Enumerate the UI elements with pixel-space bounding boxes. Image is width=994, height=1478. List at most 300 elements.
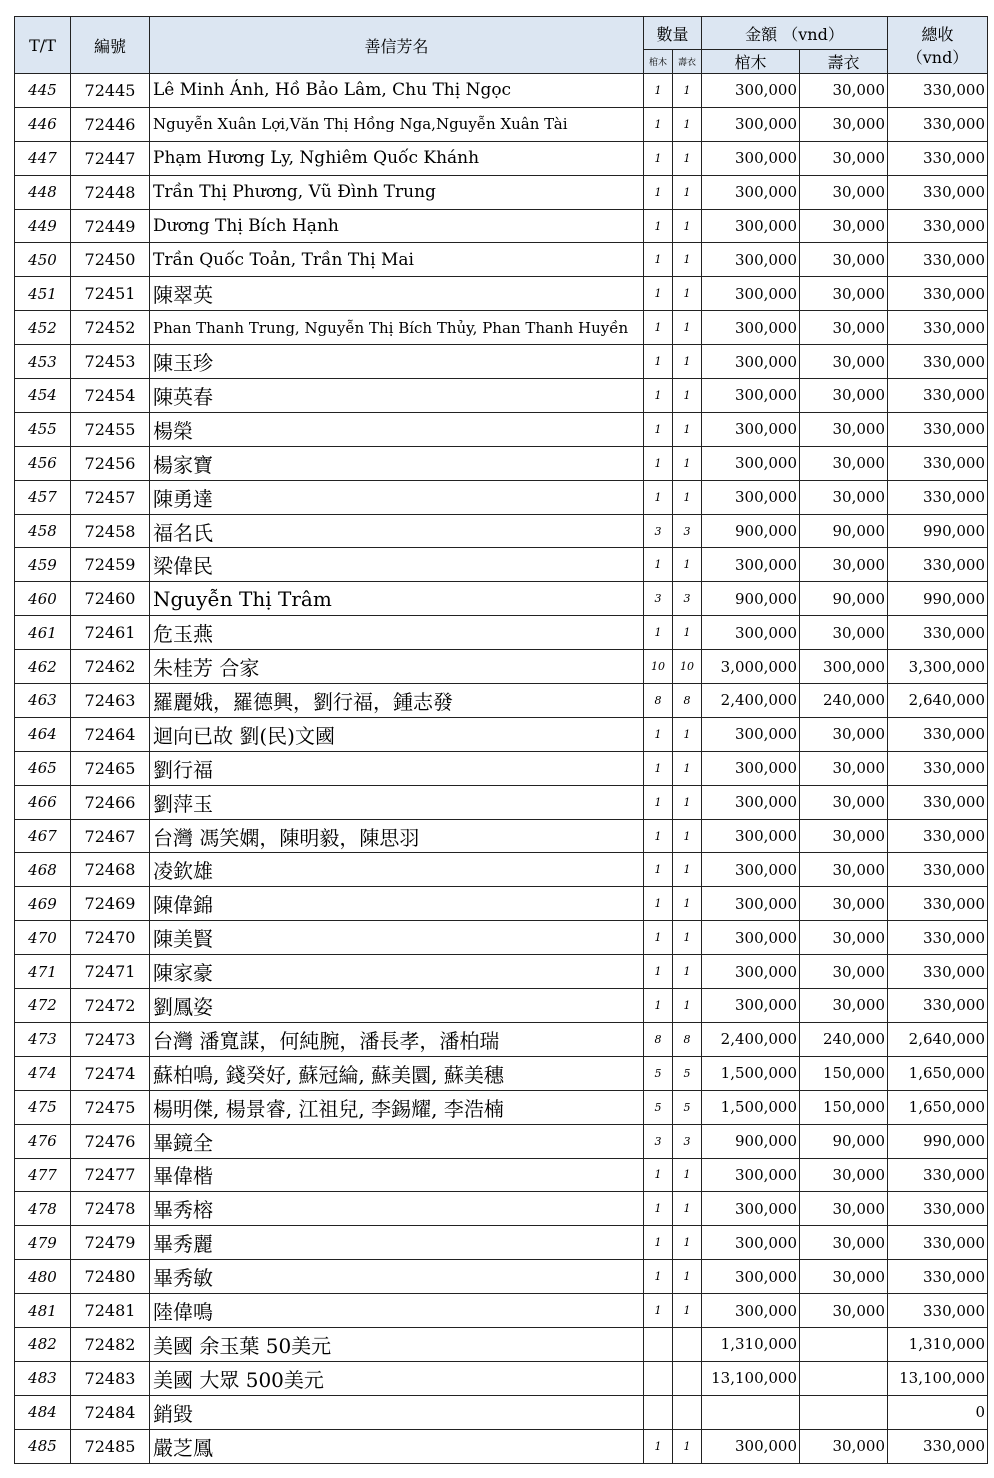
quantity-coffin: 1: [644, 1429, 673, 1463]
amount-total: 330,000: [888, 141, 988, 175]
table-row: [15, 141, 988, 175]
amount-total: 0: [888, 1395, 988, 1429]
row-number: 472: [15, 989, 71, 1023]
quantity-shroud: [673, 1395, 702, 1429]
table-row: [15, 209, 988, 243]
amount-shroud: 90,000: [800, 582, 888, 616]
amount-shroud: 30,000: [800, 548, 888, 582]
donor-name: 畢秀榕: [150, 1192, 644, 1226]
amount-shroud: 30,000: [800, 74, 888, 108]
row-number: 448: [15, 175, 71, 209]
quantity-shroud: 8: [673, 1022, 702, 1056]
quantity-shroud: 1: [673, 1294, 702, 1328]
donation-id: 72470: [71, 921, 150, 955]
row-number: 454: [15, 379, 71, 413]
amount-total: 2,640,000: [888, 1022, 988, 1056]
amount-coffin: 300,000: [702, 243, 800, 277]
amount-coffin: 300,000: [702, 717, 800, 751]
amount-coffin: 900,000: [702, 1124, 800, 1158]
table-row: [15, 819, 988, 853]
quantity-coffin: 1: [644, 853, 673, 887]
amount-total: 330,000: [888, 243, 988, 277]
row-number: 449: [15, 209, 71, 243]
table-row: [15, 1090, 988, 1124]
amount-coffin: 300,000: [702, 955, 800, 989]
row-number: 466: [15, 785, 71, 819]
donor-name: 陳家豪: [150, 955, 644, 989]
amount-coffin: 300,000: [702, 989, 800, 1023]
donation-id: 72477: [71, 1158, 150, 1192]
amount-coffin: 300,000: [702, 616, 800, 650]
quantity-coffin: 1: [644, 379, 673, 413]
table-row: [15, 921, 988, 955]
donation-id: 72468: [71, 853, 150, 887]
quantity-coffin: 3: [644, 1124, 673, 1158]
donation-id: 72464: [71, 717, 150, 751]
amount-shroud: 30,000: [800, 209, 888, 243]
row-number: 468: [15, 853, 71, 887]
amount-coffin: 900,000: [702, 514, 800, 548]
amount-total: 3,300,000: [888, 650, 988, 684]
amount-shroud: 240,000: [800, 684, 888, 718]
quantity-coffin: 1: [644, 989, 673, 1023]
quantity-shroud: 1: [673, 1192, 702, 1226]
table-row: [15, 1429, 988, 1463]
row-number: 453: [15, 345, 71, 379]
donor-name: 台灣 潘寬謀，何純腕，潘長孝，潘柏瑞: [150, 1022, 644, 1056]
quantity-coffin: [644, 1361, 673, 1395]
amount-shroud: 30,000: [800, 1226, 888, 1260]
row-number: 473: [15, 1022, 71, 1056]
donor-name: Dương Thị Bích Hạnh: [150, 209, 644, 243]
donor-name: 銷毀: [150, 1395, 644, 1429]
donation-id: 72479: [71, 1226, 150, 1260]
donor-name: 朱桂芳 合家: [150, 650, 644, 684]
header-amount-coffin: 棺木: [702, 50, 800, 74]
amount-shroud: 30,000: [800, 107, 888, 141]
amount-shroud: 30,000: [800, 1192, 888, 1226]
quantity-coffin: 1: [644, 74, 673, 108]
quantity-shroud: 1: [673, 277, 702, 311]
table-row: [15, 1327, 988, 1361]
donor-name: 陳翠英: [150, 277, 644, 311]
quantity-coffin: 1: [644, 955, 673, 989]
amount-shroud: 30,000: [800, 1158, 888, 1192]
quantity-coffin: 1: [644, 1158, 673, 1192]
amount-shroud: 30,000: [800, 345, 888, 379]
quantity-shroud: 1: [673, 548, 702, 582]
quantity-coffin: 8: [644, 684, 673, 718]
table-row: [15, 955, 988, 989]
donation-id: 72454: [71, 379, 150, 413]
quantity-coffin: 1: [644, 548, 673, 582]
amount-coffin: 1,500,000: [702, 1090, 800, 1124]
amount-coffin: 300,000: [702, 175, 800, 209]
amount-total: 330,000: [888, 751, 988, 785]
donor-name: 美國 大眾 500美元: [150, 1361, 644, 1395]
amount-total: 330,000: [888, 209, 988, 243]
quantity-coffin: 1: [644, 751, 673, 785]
quantity-shroud: 1: [673, 74, 702, 108]
quantity-coffin: 1: [644, 412, 673, 446]
amount-total: 330,000: [888, 1260, 988, 1294]
donation-id: 72448: [71, 175, 150, 209]
row-number: 483: [15, 1361, 71, 1395]
row-number: 462: [15, 650, 71, 684]
header-quantity: 數量: [644, 17, 702, 50]
table-row: [15, 717, 988, 751]
donation-id: 72483: [71, 1361, 150, 1395]
header-total-unit: （vnd）: [906, 48, 969, 67]
table-row: [15, 277, 988, 311]
amount-shroud: 30,000: [800, 921, 888, 955]
amount-coffin: 300,000: [702, 1429, 800, 1463]
row-number: 484: [15, 1395, 71, 1429]
quantity-coffin: 5: [644, 1090, 673, 1124]
quantity-shroud: 1: [673, 345, 702, 379]
quantity-coffin: 3: [644, 582, 673, 616]
amount-shroud: 30,000: [800, 311, 888, 345]
donation-id: 72462: [71, 650, 150, 684]
donor-name: 楊家寶: [150, 446, 644, 480]
amount-shroud: 30,000: [800, 1429, 888, 1463]
donation-id: 72445: [71, 74, 150, 108]
donor-name: 羅麗娥，羅德興，劉行福，鍾志發: [150, 684, 644, 718]
amount-coffin: 300,000: [702, 311, 800, 345]
header-name: 善信芳名: [150, 17, 644, 74]
donation-id: 72481: [71, 1294, 150, 1328]
row-number: 445: [15, 74, 71, 108]
amount-coffin: 300,000: [702, 107, 800, 141]
quantity-coffin: 1: [644, 1260, 673, 1294]
donor-name: 陳勇達: [150, 480, 644, 514]
amount-shroud: 30,000: [800, 1294, 888, 1328]
amount-total: 1,650,000: [888, 1056, 988, 1090]
amount-shroud: 30,000: [800, 955, 888, 989]
amount-total: 330,000: [888, 548, 988, 582]
amount-shroud: 30,000: [800, 480, 888, 514]
amount-shroud: 30,000: [800, 1260, 888, 1294]
amount-total: 990,000: [888, 514, 988, 548]
quantity-shroud: 3: [673, 1124, 702, 1158]
table-row: [15, 582, 988, 616]
amount-shroud: 30,000: [800, 277, 888, 311]
table-row: [15, 887, 988, 921]
quantity-coffin: 1: [644, 175, 673, 209]
amount-coffin: 300,000: [702, 446, 800, 480]
quantity-coffin: 1: [644, 785, 673, 819]
amount-shroud: 30,000: [800, 989, 888, 1023]
donor-name: 劉萍玉: [150, 785, 644, 819]
donor-name: Phạm Hương Ly, Nghiêm Quốc Khánh: [150, 141, 644, 175]
header-amount-shroud: 壽衣: [800, 50, 888, 74]
row-number: 465: [15, 751, 71, 785]
amount-shroud: [800, 1395, 888, 1429]
amount-coffin: 300,000: [702, 785, 800, 819]
amount-shroud: 90,000: [800, 514, 888, 548]
amount-total: 13,100,000: [888, 1361, 988, 1395]
donation-id: 72465: [71, 751, 150, 785]
table-row: [15, 650, 988, 684]
donation-id: 72457: [71, 480, 150, 514]
row-number: 461: [15, 616, 71, 650]
amount-coffin: 13,100,000: [702, 1361, 800, 1395]
donor-name: 楊明傑, 楊景睿, 江祖兒, 李錫耀, 李浩楠: [150, 1090, 644, 1124]
table-row: [15, 751, 988, 785]
quantity-shroud: 1: [673, 107, 702, 141]
quantity-coffin: 8: [644, 1022, 673, 1056]
amount-shroud: 30,000: [800, 887, 888, 921]
quantity-coffin: 1: [644, 717, 673, 751]
donor-name: Trần Thị Phương, Vũ Đình Trung: [150, 175, 644, 209]
table-row: [15, 446, 988, 480]
amount-coffin: 1,500,000: [702, 1056, 800, 1090]
quantity-shroud: 1: [673, 1429, 702, 1463]
table-row: [15, 1294, 988, 1328]
donation-id: 72450: [71, 243, 150, 277]
amount-shroud: 300,000: [800, 650, 888, 684]
quantity-shroud: 1: [673, 887, 702, 921]
quantity-coffin: 1: [644, 1294, 673, 1328]
donor-name: 台灣 馮笑嫻，陳明毅，陳思羽: [150, 819, 644, 853]
row-number: 474: [15, 1056, 71, 1090]
quantity-coffin: 1: [644, 277, 673, 311]
donation-id: 72446: [71, 107, 150, 141]
table-row: [15, 379, 988, 413]
quantity-shroud: 1: [673, 480, 702, 514]
quantity-shroud: 1: [673, 1260, 702, 1294]
amount-total: 330,000: [888, 345, 988, 379]
row-number: 476: [15, 1124, 71, 1158]
donation-id: 72466: [71, 785, 150, 819]
amount-coffin: 300,000: [702, 1260, 800, 1294]
table-row: [15, 548, 988, 582]
donation-id: 72463: [71, 684, 150, 718]
amount-coffin: 3,000,000: [702, 650, 800, 684]
quantity-coffin: 1: [644, 141, 673, 175]
donor-name: Lê Minh Ánh, Hồ Bảo Lâm, Chu Thị Ngọc: [150, 74, 644, 108]
quantity-coffin: 1: [644, 819, 673, 853]
quantity-shroud: 1: [673, 751, 702, 785]
quantity-coffin: 1: [644, 887, 673, 921]
donation-id: 72453: [71, 345, 150, 379]
donor-name: 劉鳳姿: [150, 989, 644, 1023]
table-row: [15, 853, 988, 887]
table-row: [15, 1192, 988, 1226]
table-row: [15, 1022, 988, 1056]
quantity-shroud: 1: [673, 853, 702, 887]
table-row: [15, 175, 988, 209]
quantity-shroud: 1: [673, 1226, 702, 1260]
quantity-coffin: 1: [644, 446, 673, 480]
amount-coffin: [702, 1395, 800, 1429]
donation-id: 72451: [71, 277, 150, 311]
quantity-shroud: 8: [673, 684, 702, 718]
quantity-coffin: 1: [644, 1226, 673, 1260]
quantity-shroud: 1: [673, 243, 702, 277]
donor-name: 福名氏: [150, 514, 644, 548]
quantity-shroud: [673, 1327, 702, 1361]
donor-name: 陳英春: [150, 379, 644, 413]
amount-shroud: 30,000: [800, 446, 888, 480]
amount-total: 330,000: [888, 412, 988, 446]
donation-id: 72461: [71, 616, 150, 650]
amount-coffin: 300,000: [702, 887, 800, 921]
amount-shroud: 150,000: [800, 1090, 888, 1124]
amount-shroud: [800, 1361, 888, 1395]
donor-name: 嚴芝鳳: [150, 1429, 644, 1463]
amount-total: 330,000: [888, 175, 988, 209]
amount-coffin: 300,000: [702, 819, 800, 853]
row-number: 475: [15, 1090, 71, 1124]
amount-shroud: 30,000: [800, 141, 888, 175]
amount-coffin: 300,000: [702, 1158, 800, 1192]
amount-shroud: 30,000: [800, 717, 888, 751]
row-number: 469: [15, 887, 71, 921]
amount-shroud: 30,000: [800, 785, 888, 819]
donation-id: 72469: [71, 887, 150, 921]
amount-shroud: 30,000: [800, 853, 888, 887]
donor-name: 危玉燕: [150, 616, 644, 650]
donation-id: 72460: [71, 582, 150, 616]
quantity-coffin: 5: [644, 1056, 673, 1090]
header-qty-shroud: 壽衣: [673, 50, 702, 74]
quantity-shroud: 1: [673, 412, 702, 446]
donor-name: 畢偉楷: [150, 1158, 644, 1192]
amount-coffin: 300,000: [702, 751, 800, 785]
amount-coffin: 300,000: [702, 548, 800, 582]
amount-total: 330,000: [888, 955, 988, 989]
amount-shroud: 30,000: [800, 616, 888, 650]
quantity-shroud: 10: [673, 650, 702, 684]
quantity-coffin: 1: [644, 107, 673, 141]
donation-id: 72473: [71, 1022, 150, 1056]
amount-coffin: 300,000: [702, 141, 800, 175]
quantity-shroud: 5: [673, 1056, 702, 1090]
header-id: 編號: [71, 17, 150, 74]
amount-shroud: [800, 1327, 888, 1361]
quantity-coffin: 1: [644, 311, 673, 345]
amount-coffin: 300,000: [702, 209, 800, 243]
donor-name: 凌欽雄: [150, 853, 644, 887]
quantity-coffin: 1: [644, 480, 673, 514]
donor-name: 美國 余玉葉 50美元: [150, 1327, 644, 1361]
row-number: 457: [15, 480, 71, 514]
quantity-shroud: 1: [673, 785, 702, 819]
donation-id: 72458: [71, 514, 150, 548]
donation-id: 72485: [71, 1429, 150, 1463]
table-row: [15, 1395, 988, 1429]
donation-id: 72475: [71, 1090, 150, 1124]
donor-name: Phan Thanh Trung, Nguyễn Thị Bích Thủy, Phan Thanh Huyền: [150, 311, 644, 345]
donor-name: 陳偉錦: [150, 887, 644, 921]
table-row: [15, 412, 988, 446]
donation-id: 72471: [71, 955, 150, 989]
header-tt: T/T: [15, 17, 71, 74]
amount-coffin: 1,310,000: [702, 1327, 800, 1361]
amount-shroud: 30,000: [800, 175, 888, 209]
table-row: [15, 1056, 988, 1090]
amount-total: 330,000: [888, 819, 988, 853]
amount-coffin: 300,000: [702, 379, 800, 413]
quantity-coffin: 1: [644, 1192, 673, 1226]
donor-name: Trần Quốc Toản, Trần Thị Mai: [150, 243, 644, 277]
quantity-coffin: [644, 1327, 673, 1361]
row-number: 452: [15, 311, 71, 345]
amount-coffin: 300,000: [702, 412, 800, 446]
row-number: 463: [15, 684, 71, 718]
donation-id: 72449: [71, 209, 150, 243]
quantity-shroud: 1: [673, 311, 702, 345]
amount-total: 330,000: [888, 989, 988, 1023]
amount-shroud: 150,000: [800, 1056, 888, 1090]
row-number: 455: [15, 412, 71, 446]
quantity-shroud: [673, 1361, 702, 1395]
donor-name: 陳美賢: [150, 921, 644, 955]
amount-shroud: 30,000: [800, 819, 888, 853]
table-row: [15, 989, 988, 1023]
amount-total: 330,000: [888, 1158, 988, 1192]
row-number: 460: [15, 582, 71, 616]
amount-shroud: 90,000: [800, 1124, 888, 1158]
amount-coffin: 2,400,000: [702, 1022, 800, 1056]
amount-coffin: 300,000: [702, 853, 800, 887]
donor-name: 畢秀敏: [150, 1260, 644, 1294]
table-row: [15, 107, 988, 141]
donation-id: 72455: [71, 412, 150, 446]
quantity-coffin: 3: [644, 514, 673, 548]
amount-total: 1,650,000: [888, 1090, 988, 1124]
amount-total: 1,310,000: [888, 1327, 988, 1361]
donor-name: Nguyễn Thị Trâm: [150, 582, 644, 616]
quantity-shroud: 5: [673, 1090, 702, 1124]
quantity-coffin: 1: [644, 616, 673, 650]
quantity-shroud: 1: [673, 1158, 702, 1192]
amount-coffin: 900,000: [702, 582, 800, 616]
amount-total: 330,000: [888, 717, 988, 751]
donor-name: 蘇柏鳴, 錢癸好, 蘇冠綸, 蘇美圜, 蘇美穗: [150, 1056, 644, 1090]
row-number: 451: [15, 277, 71, 311]
amount-total: 330,000: [888, 311, 988, 345]
amount-total: 330,000: [888, 1192, 988, 1226]
amount-coffin: 300,000: [702, 480, 800, 514]
table-row: [15, 1158, 988, 1192]
amount-coffin: 300,000: [702, 277, 800, 311]
amount-total: 330,000: [888, 446, 988, 480]
amount-total: 330,000: [888, 853, 988, 887]
table-row: [15, 1260, 988, 1294]
quantity-shroud: 1: [673, 209, 702, 243]
quantity-coffin: [644, 1395, 673, 1429]
row-number: 477: [15, 1158, 71, 1192]
row-number: 467: [15, 819, 71, 853]
amount-total: 330,000: [888, 887, 988, 921]
header-qty-coffin: 棺木: [644, 50, 673, 74]
donation-id: 72484: [71, 1395, 150, 1429]
quantity-coffin: 1: [644, 921, 673, 955]
quantity-shroud: 1: [673, 921, 702, 955]
donor-name: 梁偉民: [150, 548, 644, 582]
donation-id: 72452: [71, 311, 150, 345]
row-number: 456: [15, 446, 71, 480]
donation-id: 72478: [71, 1192, 150, 1226]
row-number: 479: [15, 1226, 71, 1260]
quantity-shroud: 3: [673, 582, 702, 616]
quantity-shroud: 1: [673, 989, 702, 1023]
row-number: 458: [15, 514, 71, 548]
row-number: 464: [15, 717, 71, 751]
quantity-shroud: 1: [673, 141, 702, 175]
